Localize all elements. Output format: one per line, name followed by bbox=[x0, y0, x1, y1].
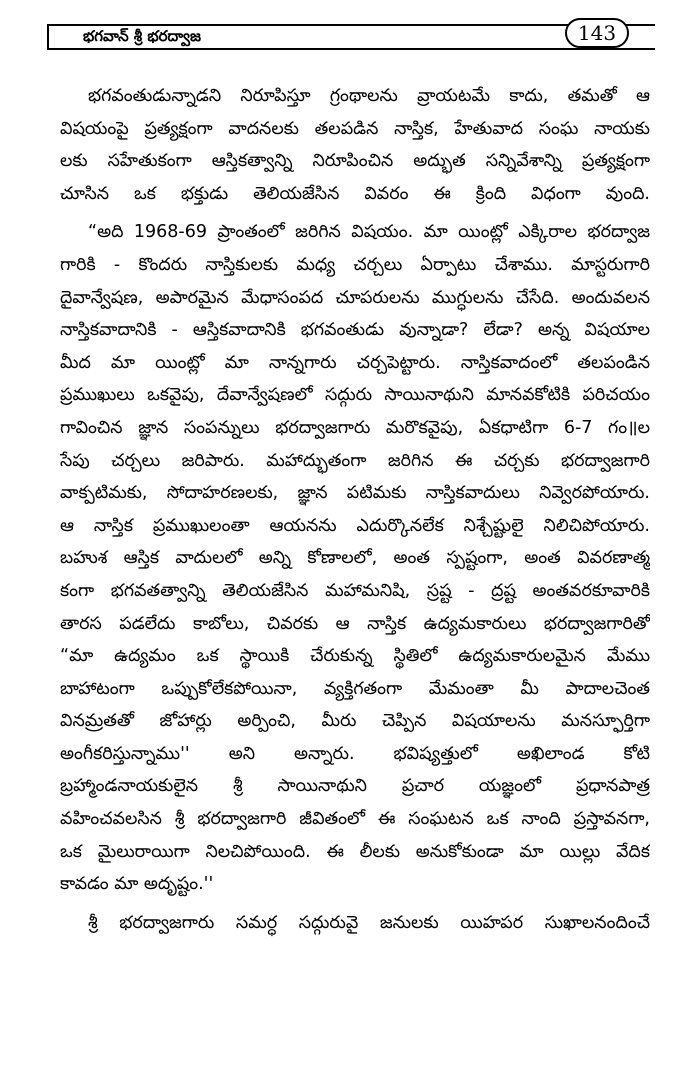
text-line: ఒక మైలురాయిగా నిలచిపోయింది. ఈ లీలకు అనుకోకుండా మా యిల్లు వేదిక bbox=[60, 841, 650, 862]
text-line: దైవాన్వేషణ, అపారమైన మేధాసంపద చూపరులను ముగ్ధులను చేసేది. అందువలన bbox=[60, 287, 650, 308]
running-header bbox=[47, 21, 655, 52]
text-line: గారికి - కొందరు నాస్తికులకు మధ్య చర్చలు ఏర్పాటు చేశాము. మాస్టరుగారి bbox=[60, 254, 650, 275]
text-line: చూసిన ఒక భక్తుడు తెలియజేసిన వివరం ఈ క్రింది విధంగా వుంది. bbox=[60, 183, 650, 204]
text-line: తారస పడలేదు కాబోలు, చివరకు ఆ నాస్తిక ఉద్యమకారులు భరద్వాజగారితో bbox=[60, 613, 650, 634]
paragraph-1 bbox=[60, 80, 650, 210]
body-text bbox=[60, 80, 650, 939]
text-line: వాక్పటిమకు, సోదాహరణలకు, జ్ఞాన పటిమకు నాస్తికవాదులు నివ్వెరపోయారు. bbox=[60, 483, 650, 504]
text-line: సేపు చర్చలు జరిపారు. మహాద్భుతంగా జరిగిన ఈ చర్చకు భరద్వాజగారి bbox=[60, 450, 650, 471]
page-number-badge bbox=[565, 18, 629, 48]
text-line: ప్రముఖులు ఒకవైపు, దేవాన్వేషణలో సద్గురు సాయినాథుని మానవకోటికి పరిచయం bbox=[60, 385, 650, 406]
text-line: కంగా భగవతత్వాన్ని తెలియజేసిన మహామనిషి, స్రష్ట - ద్రష్ట అంతవరకూవారికి bbox=[60, 580, 650, 601]
header-left-rule bbox=[47, 24, 49, 48]
text-line: బహుశ ఆస్తిక వాదులలో అన్ని కోణాలలో, అంత స్పష్టంగా, అంత వివరణాత్మ bbox=[60, 548, 650, 569]
text-line: మీద మా యింట్లో మా నాన్నగారు చర్చపెట్టారు. నాస్తికవాదంలో తలపండిన bbox=[60, 352, 650, 373]
text-line: ఆ నాస్తిక ప్రముఖులంతా ఆయనను ఎదుర్కొనలేక నిశ్చేష్టులై నిలిచిపోయారు. bbox=[60, 515, 650, 536]
text-line: బాహాటంగా ఒప్పుకోలేకపోయినా, వ్యక్తిగతంగా మేమంతా మీ పాదాలచెంత bbox=[60, 678, 650, 699]
text-line: వహించవలసిన శ్రీ భరద్వాజగారి జీవితంలో ఈ సంఘటన ఒక నాంది ప్రస్తావనగా, bbox=[60, 809, 650, 830]
page-number: 143 bbox=[577, 21, 617, 45]
text-line: గావించిన జ్ఞాన సంపన్నులు భరద్వాజగారు మరొకవైపు, ఏకధాటిగా 6-7 గం॥ల bbox=[60, 417, 650, 438]
text-line: “మా ఉద్యమం ఒక స్థాయికి చేరుకున్న స్థితిలో ఉద్యమకారులమైన మేము bbox=[60, 646, 650, 667]
header-bottom-rule bbox=[47, 48, 655, 50]
text-line: శ్రీ భరద్వాజగారు సమర్ధ సద్గురువై జనులకు యిహపర సుఖాలనందించే bbox=[88, 912, 650, 933]
text-line: కావడం మా అదృష్టం.'' bbox=[60, 874, 214, 895]
text-line: భగవంతుడున్నాడని నిరూపిస్తూ గ్రంథాలను వ్రాయటమే కాదు, తమతో ఆ bbox=[88, 86, 650, 106]
header-title: భగవాన్ శ్రీ భరద్వాజ bbox=[83, 27, 201, 45]
text-line: “అది 1968-69 ప్రాంతంలో జరిగిన విషయం. మా యింట్లో ఎక్కిరాల భరద్వాజ bbox=[88, 222, 650, 243]
paragraph-3 bbox=[60, 907, 650, 940]
text-line: అంగీకరిస్తున్నాము'' అని అన్నారు. భవిష్యత్తులో అఖిలాండ కోటి bbox=[60, 743, 650, 764]
text-line: వినమ్రతతో జోహార్లు అర్పించి, మీరు చెప్పిన విషయాలను మనస్ఫూర్తిగా bbox=[60, 711, 650, 732]
text-line: నాస్తికవాదానికి - ఆస్తికవాదానికి భగవంతుడు వున్నాడా? లేడా? అన్న విషయాల bbox=[60, 320, 650, 341]
text-line: లకు సహేతుకంగా ఆస్తికత్వాన్ని నిరూపించిన అద్భుత సన్నివేశాన్ని ప్రత్యక్షంగా bbox=[60, 151, 650, 172]
paragraph-2 bbox=[60, 216, 650, 900]
text-line: విషయంపై ప్రత్యక్షంగా వాదనలకు తలపడిన నాస్తిక, హేతువాద సంఘ నాయకు bbox=[60, 118, 650, 139]
text-line: బ్రహ్మాండనాయకులైన శ్రీ సాయినాథుని ప్రచార యజ్ఞంలో ప్రధానపాత్ర bbox=[60, 776, 650, 797]
